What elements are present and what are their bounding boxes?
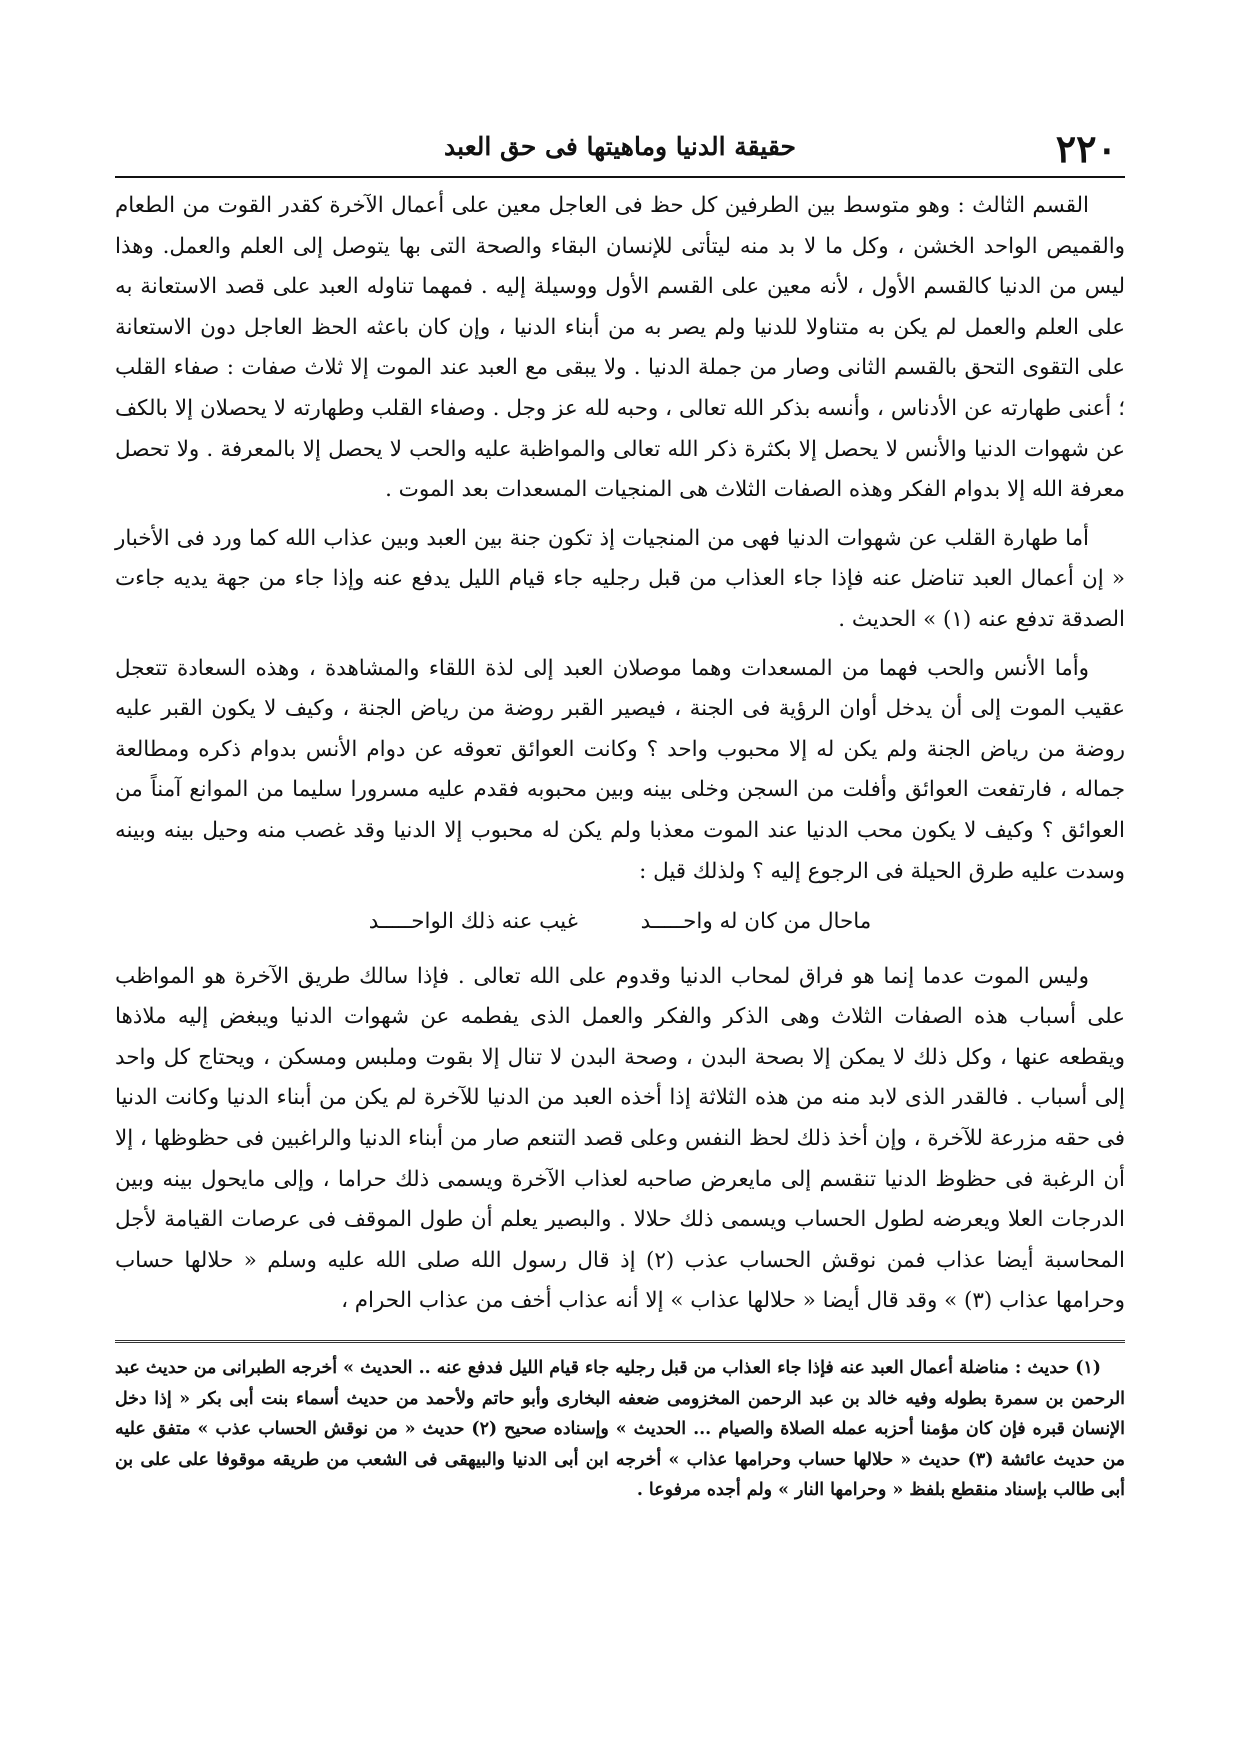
- page-number: ٢٢٠: [1055, 126, 1117, 171]
- footnote-text: (١) حديث : مناضلة أعمال العبد عنه فإذا جاء العذاب من قبل رجليه جاء قيام الليل فدفع عنه .. الحديث » أخرجه الطبرانى من حديث عبد الرحمن بن سمرة بطوله وفيه خالد بن عبد الرحمن المخزومى ضعفه البخارى وأبو حاتم ولأحمد من حديث أسماء بنت أبى بكر « إذا دخل الإنسان قبره فإن كان مؤمنا أحزبه عمله الصلاة والصيام ... الحديث » وإسناده صحيح (٢) حديث « من نوقش الحساب عذب » متفق عليه من حديث عائشة (٣) حديث « حلالها حساب وحرامها عذاب » أخرجه ابن أبى الدنيا والبيهقى فى الشعب من طريقه موقوفا على على بن أبى طالب بإسناد منقطع بلفظ « وحرامها النار » ولم أجده مرفوعا .: [115, 1358, 1125, 1501]
- footnotes: [115, 1353, 1125, 1506]
- footnote-separator: [115, 1340, 1125, 1343]
- verse-first-hemistich: ماحال من كان له واحـــــد: [640, 909, 872, 935]
- paragraph-intimacy-love: وأما الأنس والحب فهما من المسعدات وهما موصلان العبد إلى لذة اللقاء والمشاهدة ، وهذه السعادة تتعجل عقيب الموت إلى أن يدخل أوان الرؤية فى الجنة ، فيصير القبر روضة من رياض الجنة ، وكيف لا يكون القبر عليه روضة من رياض الجنة ولم يكن له إلا محبوب واحد ؟ وكانت العوائق تعوقه عن دوام الأنس بدوام ذكره ومطالعة جماله ، فارتفعت العوائق وأفلت من السجن وخلى بينه وبين محبوبه فقدم عليه مسرورا سليما من الموانع آمناً من العوائق ؟ وكيف لا يكون محب الدنيا عند الموت معذبا ولم يكن له محبوب إلا الدنيا وقد غصب منه وحيل بينه وبينه وسدت عليه طرق الحيلة فى الرجوع إليه ؟ ولذلك قيل :: [115, 655, 1125, 884]
- paragraph-death-not-nothingness: وليس الموت عدما إنما هو فراق لمحاب الدنيا وقدوم على الله تعالى . فإذا سالك طريق الآخرة هو المواظب على أسباب هذه الصفات الثلاث وهى الذكر والفكر والعمل الذى يفطمه عن شهوات الدنيا ويبغض إليه ملاذها ويقطعه عنها ، وكل ذلك لا يمكن إلا بصحة البدن ، وصحة البدن لا تنال إلا بقوت وملبس ومسكن ، ويحتاج كل واحد إلى أسباب . فالقدر الذى لابد منه من هذه الثلاثة إذا أخذه العبد من الدنيا للآخرة لم يكن من أبناء الدنيا وكانت الدنيا فى حقه مزرعة للآخرة ، وإن أخذ ذلك لحظ النفس وعلى قصد التنعم صار من أبناء الدنيا والراغبين فى حظوظها ، إلا أن الرغبة فى حظوظ الدنيا تنقسم إلى مايعرض صاحبه لعذاب الآخرة ويسمى ذلك حراما ، وإلى مايحول بينه وبين الدرجات العلا ويعرضه لطول الحساب ويسمى ذلك حلالا . والبصير يعلم أن طول الموقف فى عرصات القيامة لأجل المحاسبة أيضا عذاب فمن نوقش الحساب عذب (٢) إذ قال رسول الله صلى الله عليه وسلم « حلالها حساب وحرامها عذاب (٣) » وقد قال أيضا « حلالها عذاب » إلا أنه عذاب أخف من عذاب الحرام ،: [115, 963, 1125, 1314]
- main-text: [115, 186, 1125, 1322]
- running-title: حقيقة الدنيا وماهيتها فى حق العبد: [444, 132, 796, 161]
- verse-second-hemistich: غيب عنه ذلك الواحـــــد: [368, 909, 578, 935]
- paragraph-third-category: القسم الثالث : وهو متوسط بين الطرفين كل حظ فى العاجل معين على أعمال الآخرة كقدر القوت من الطعام والقميص الواحد الخشن ، وكل ما لا بد منه ليتأتى للإنسان البقاء والصحة التى بها يتوصل إلى العلم والعمل. وهذا ليس من الدنيا كالقسم الأول ، لأنه معين على القسم الأول ووسيلة إليه . فمهما تناوله العبد على قصد الاستعانة به على العلم والعمل لم يكن به متناولا للدنيا ولم يصر به من أبناء الدنيا ، وإن كان باعثه الحظ العاجل دون الاستعانة على التقوى التحق بالقسم الثانى وصار من جملة الدنيا . ولا يبقى مع العبد عند الموت إلا ثلاث صفات : صفاء القلب ؛ أعنى طهارته عن الأدناس ، وأنسه بذكر الله تعالى ، وحبه لله عز وجل . وصفاء القلب وطهارته لا يحصلان إلا بالكف عن شهوات الدنيا والأنس لا يحصل إلا بكثرة ذكر الله تعالى والمواظبة عليه والحب لا يحصل إلا بالمعرفة . ولا تحصل معرفة الله إلا بدوام الفكر وهذه الصفات الثلاث هى المنجيات المسعدات بعد الموت .: [115, 193, 1125, 503]
- page-header: [115, 118, 1125, 180]
- poetry-verse: [115, 902, 1125, 943]
- book-page: [115, 118, 1125, 1678]
- header-rule: [115, 176, 1125, 178]
- paragraph-heart-purity: أما طهارة القلب عن شهوات الدنيا فهى من المنجيات إذ تكون جنة بين العبد وبين عذاب الله كما ورد فى الأخبار « إن أعمال العبد تناضل عنه فإذا جاء العذاب من قبل رجليه جاء قيام الليل يدفع عنه وإذا جاء من جهة يديه جاءت الصدقة تدفع عنه (١) » الحديث .: [115, 525, 1125, 632]
